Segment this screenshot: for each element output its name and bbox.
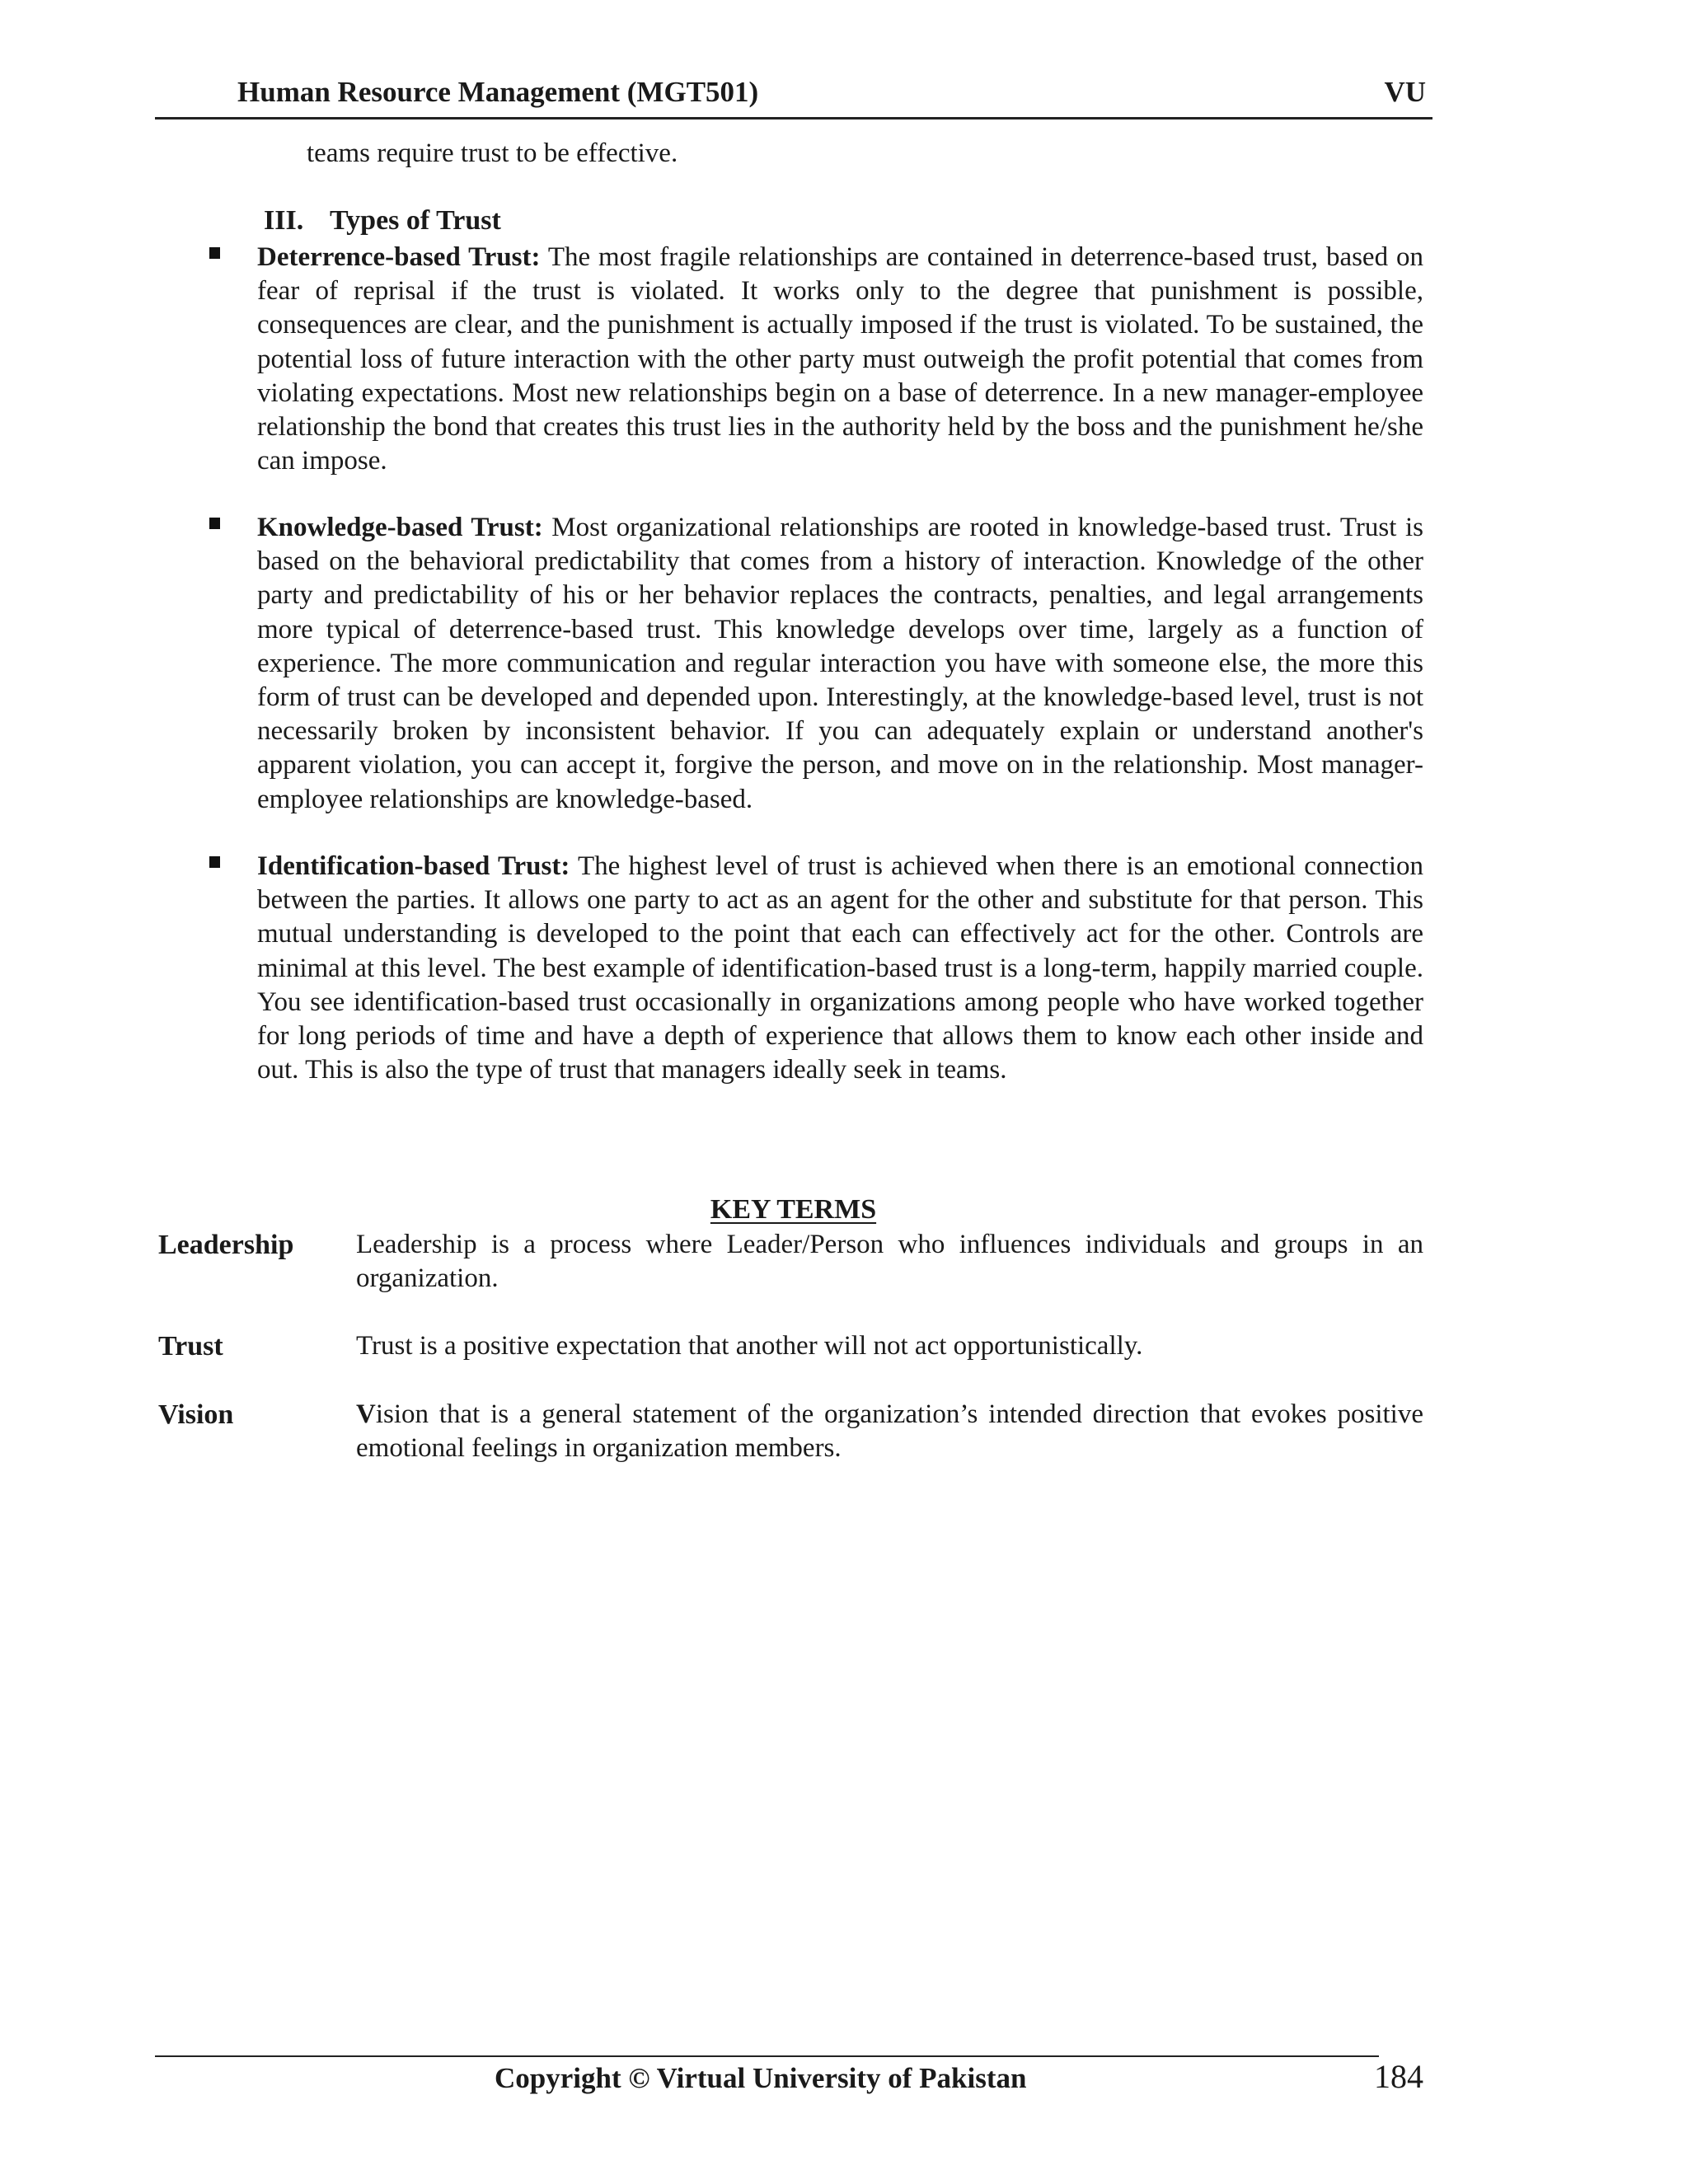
square-bullet-icon (209, 247, 220, 259)
section-number: III. (264, 205, 304, 236)
course-title: Human Resource Management (MGT501) (237, 76, 759, 108)
key-term-definition: Leadership is a process where Leader/Person who influences individuals and groups in an organization. (356, 1230, 1423, 1294)
footer-copyright: Copyright © Virtual University of Pakistan (495, 2062, 1027, 2094)
bullet-text: The highest level of trust is achieved when there is an emotional connection between the parties. It allows one party to act as an agent for the other and substitute for that person. This mutual understanding is developed to the point that each can effectively act for the other. Controls are minimal at this level. The best example of identification-based trust is a long-term, happily married couple. You see identification-based trust occasionally in organizations among people who have worked together for long periods of time and have a depth of experience that allows them to know each other inside and out. This is also the type of trust that managers ideally seek in teams. (257, 851, 1423, 1085)
bullet-text: The most fragile relationships are contained in deterrence-based trust, based on fear of reprisal if the trust is violated. It works only to the degree that punishment is possible, consequences are clear, and the punishment is actually imposed if the trust is violated. To be sustained, the potential loss of future interaction with the other party must outweigh the profit potential that comes from violating expectations. Most new relationships begin on a base of deterrence. In a new manager-employee relationship the bond that creates this trust lies in the authority held by the boss and the punishment he/she can impose. (257, 242, 1423, 476)
key-term-name: Leadership (158, 1230, 294, 1260)
square-bullet-icon (209, 856, 220, 868)
bullet-text: Most organizational relationships are rooted in knowledge-based trust. Trust is based on the behavioral predictability that comes from a history of interaction. Knowledge of the other party and predictability of his or her behavior replaces the contracts, penalties, and legal arrangements more typical of deterrence-based trust. This knowledge develops over time, largely as a function of experience. The more communication and regular interaction you have with someone else, the more this form of trust can be developed and depended upon. Interestingly, at the knowledge-based level, trust is not necessarily broken by inconsistent behavior. If you can adequately explain or understand another's apparent violation, you can accept it, forgive the person, and move on in the relationship. Most manager-employee relationships are knowledge-based. (257, 513, 1423, 814)
key-terms-heading: KEY TERMS (710, 1194, 877, 1225)
definition-text: ision that is a general statement of the organization’s intended direction that evokes positive emotional feelings in organization members. (356, 1399, 1423, 1464)
bullet-term: Identification-based Trust: (257, 851, 570, 881)
bullet-term: Knowledge-based Trust: (257, 513, 543, 542)
section-heading (264, 205, 501, 237)
key-term-name: Trust (158, 1331, 223, 1361)
bullet-item-deterrence (257, 241, 1423, 478)
key-term-definition: Trust is a positive expectation that another will not act opportunistically. (356, 1331, 1143, 1361)
section-title: Types of Trust (330, 205, 501, 236)
bullet-item-identification (257, 850, 1423, 1087)
square-bullet-icon (209, 518, 220, 529)
intro-text: teams require trust to be effective. (307, 138, 678, 168)
page-number: 184 (1374, 2058, 1423, 2095)
page-header (155, 76, 1432, 120)
definition-initial: V (356, 1399, 376, 1429)
bullet-item-knowledge (257, 511, 1423, 817)
footer-divider (155, 2055, 1379, 2057)
bullet-term: Deterrence-based Trust: (257, 242, 541, 272)
institution-label: VU (1384, 76, 1426, 108)
key-term-name: Vision (158, 1399, 234, 1430)
key-term-definition (356, 1398, 1423, 1465)
